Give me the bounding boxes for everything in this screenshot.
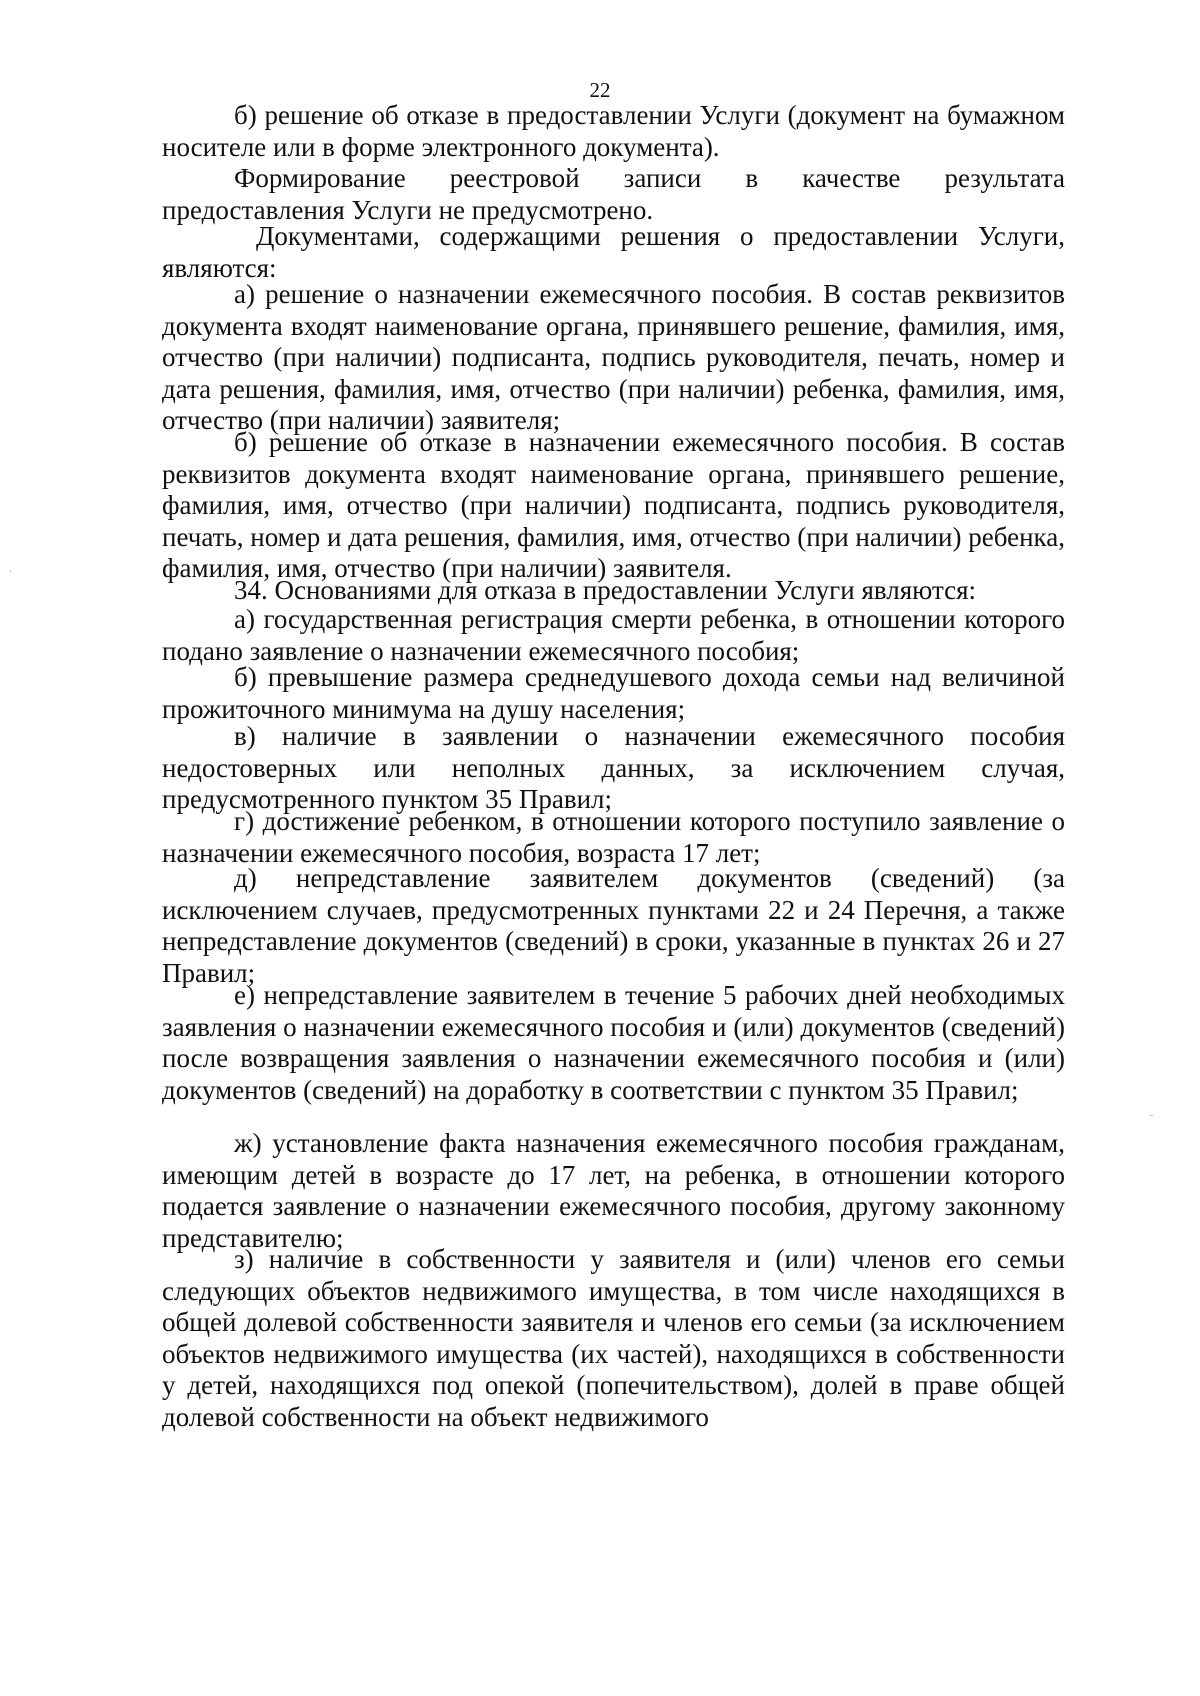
paragraph-text: Документами, содержащими решения о предоставлении Услуги, являются:	[162, 221, 1065, 283]
paragraph-decision-refusal-service	[162, 100, 1065, 163]
paragraph-ground-v	[162, 721, 1065, 816]
paragraph-text: е) непредставление заявителем в течение 5 рабочих дней необходимых заявления о назначении ежемесячного пособия и (или) документов (сведений) после возвращения заявления о назначении ежемесячного пособия и (или) документов (сведений) на доработку в соответствии с пунктом 35 Правил;	[162, 980, 1065, 1105]
paragraph-text: з) наличие в собственности у заявителя и (или) членов его семьи следующих объектов недвижимого имущества, в том числе находящихся в общей долевой собственности заявителя и членов его семьи (за исключением объектов недвижимого имущества (их частей), находящихся в собственности у детей, находящихся под опекой (попечительством), долей в праве общей долевой собственности на объект недвижимого	[162, 1244, 1065, 1432]
paragraph-text: б) решение об отказе в предоставлении Услуги (документ на бумажном носителе или в форме электронного документа).	[162, 100, 1065, 162]
paragraph-ground-e	[162, 980, 1065, 1106]
paragraph-text: Формирование реестровой записи в качестве результата предоставления Услуги не предусмотрено.	[162, 163, 1065, 225]
paragraph-ground-d	[162, 863, 1065, 989]
scan-speck	[1150, 1115, 1153, 1116]
paragraph-decision-assignment	[162, 279, 1065, 437]
paragraph-decision-refusal-assignment	[162, 427, 1065, 585]
paragraph-ground-b	[162, 662, 1065, 725]
paragraph-documents-decisions	[162, 221, 1065, 284]
paragraph-text: г) достижение ребенком, в отношении которого поступило заявление о назначении ежемесячного пособия, возраста 17 лет;	[162, 806, 1065, 868]
paragraph-text: ж) установление факта назначения ежемесячного пособия гражданам, имеющим детей в возрасте до 17 лет, на ребенка, в отношении которого подается заявление о назначении ежемесячного пособия, другому законному представителю;	[162, 1128, 1065, 1253]
paragraph-text: б) решение об отказе в назначении ежемесячного пособия. В состав реквизитов документа входят наименование органа, принявшего решение, фамилия, имя, отчество (при наличии) подписанта, подпись руководителя, печать, номер и дата решения, фамилия, имя, отчество (при наличии) ребенка, фамилия, имя, отчество (при наличии) заявителя.	[162, 427, 1065, 583]
page-number: 22	[589, 78, 611, 102]
paragraph-ground-g	[162, 806, 1065, 869]
paragraph-text: д) непредставление заявителем документов (сведений) (за исключением случаев, предусмотренных пунктами 22 и 24 Перечня, а также непредставление документов (сведений) в сроки, указанные в пунктах 26 и 27 Правил;	[162, 863, 1065, 988]
paragraph-registry-record	[162, 163, 1065, 226]
paragraph-text: а) государственная регистрация смерти ребенка, в отношении которого подано заявление о назначении ежемесячного пособия;	[162, 604, 1065, 666]
paragraph-text: б) превышение размера среднедушевого дохода семьи над величиной прожиточного минимума на душу населения;	[162, 662, 1065, 724]
paragraph-ground-a	[162, 604, 1065, 667]
paragraph-text: а) решение о назначении ежемесячного пособия. В состав реквизитов документа входят наименование органа, принявшего решение, фамилия, имя, отчество (при наличии) подписанта, подпись руководителя, печать, номер и дата решения, фамилия, имя, отчество (при наличии) ребенка, фамилия, имя, отчество (при наличии) заявителя;	[162, 279, 1065, 435]
paragraph-grounds-heading	[162, 575, 1065, 607]
paragraph-ground-zh	[162, 1128, 1065, 1254]
paragraph-ground-z	[162, 1244, 1065, 1433]
paragraph-text: в) наличие в заявлении о назначении ежемесячного пособия недостоверных или неполных данных, за исключением случая, предусмотренного пунктом 35 Правил;	[162, 721, 1065, 814]
scan-speck	[10, 570, 11, 572]
paragraph-text: 34. Основаниями для отказа в предоставлении Услуги являются:	[234, 575, 977, 605]
